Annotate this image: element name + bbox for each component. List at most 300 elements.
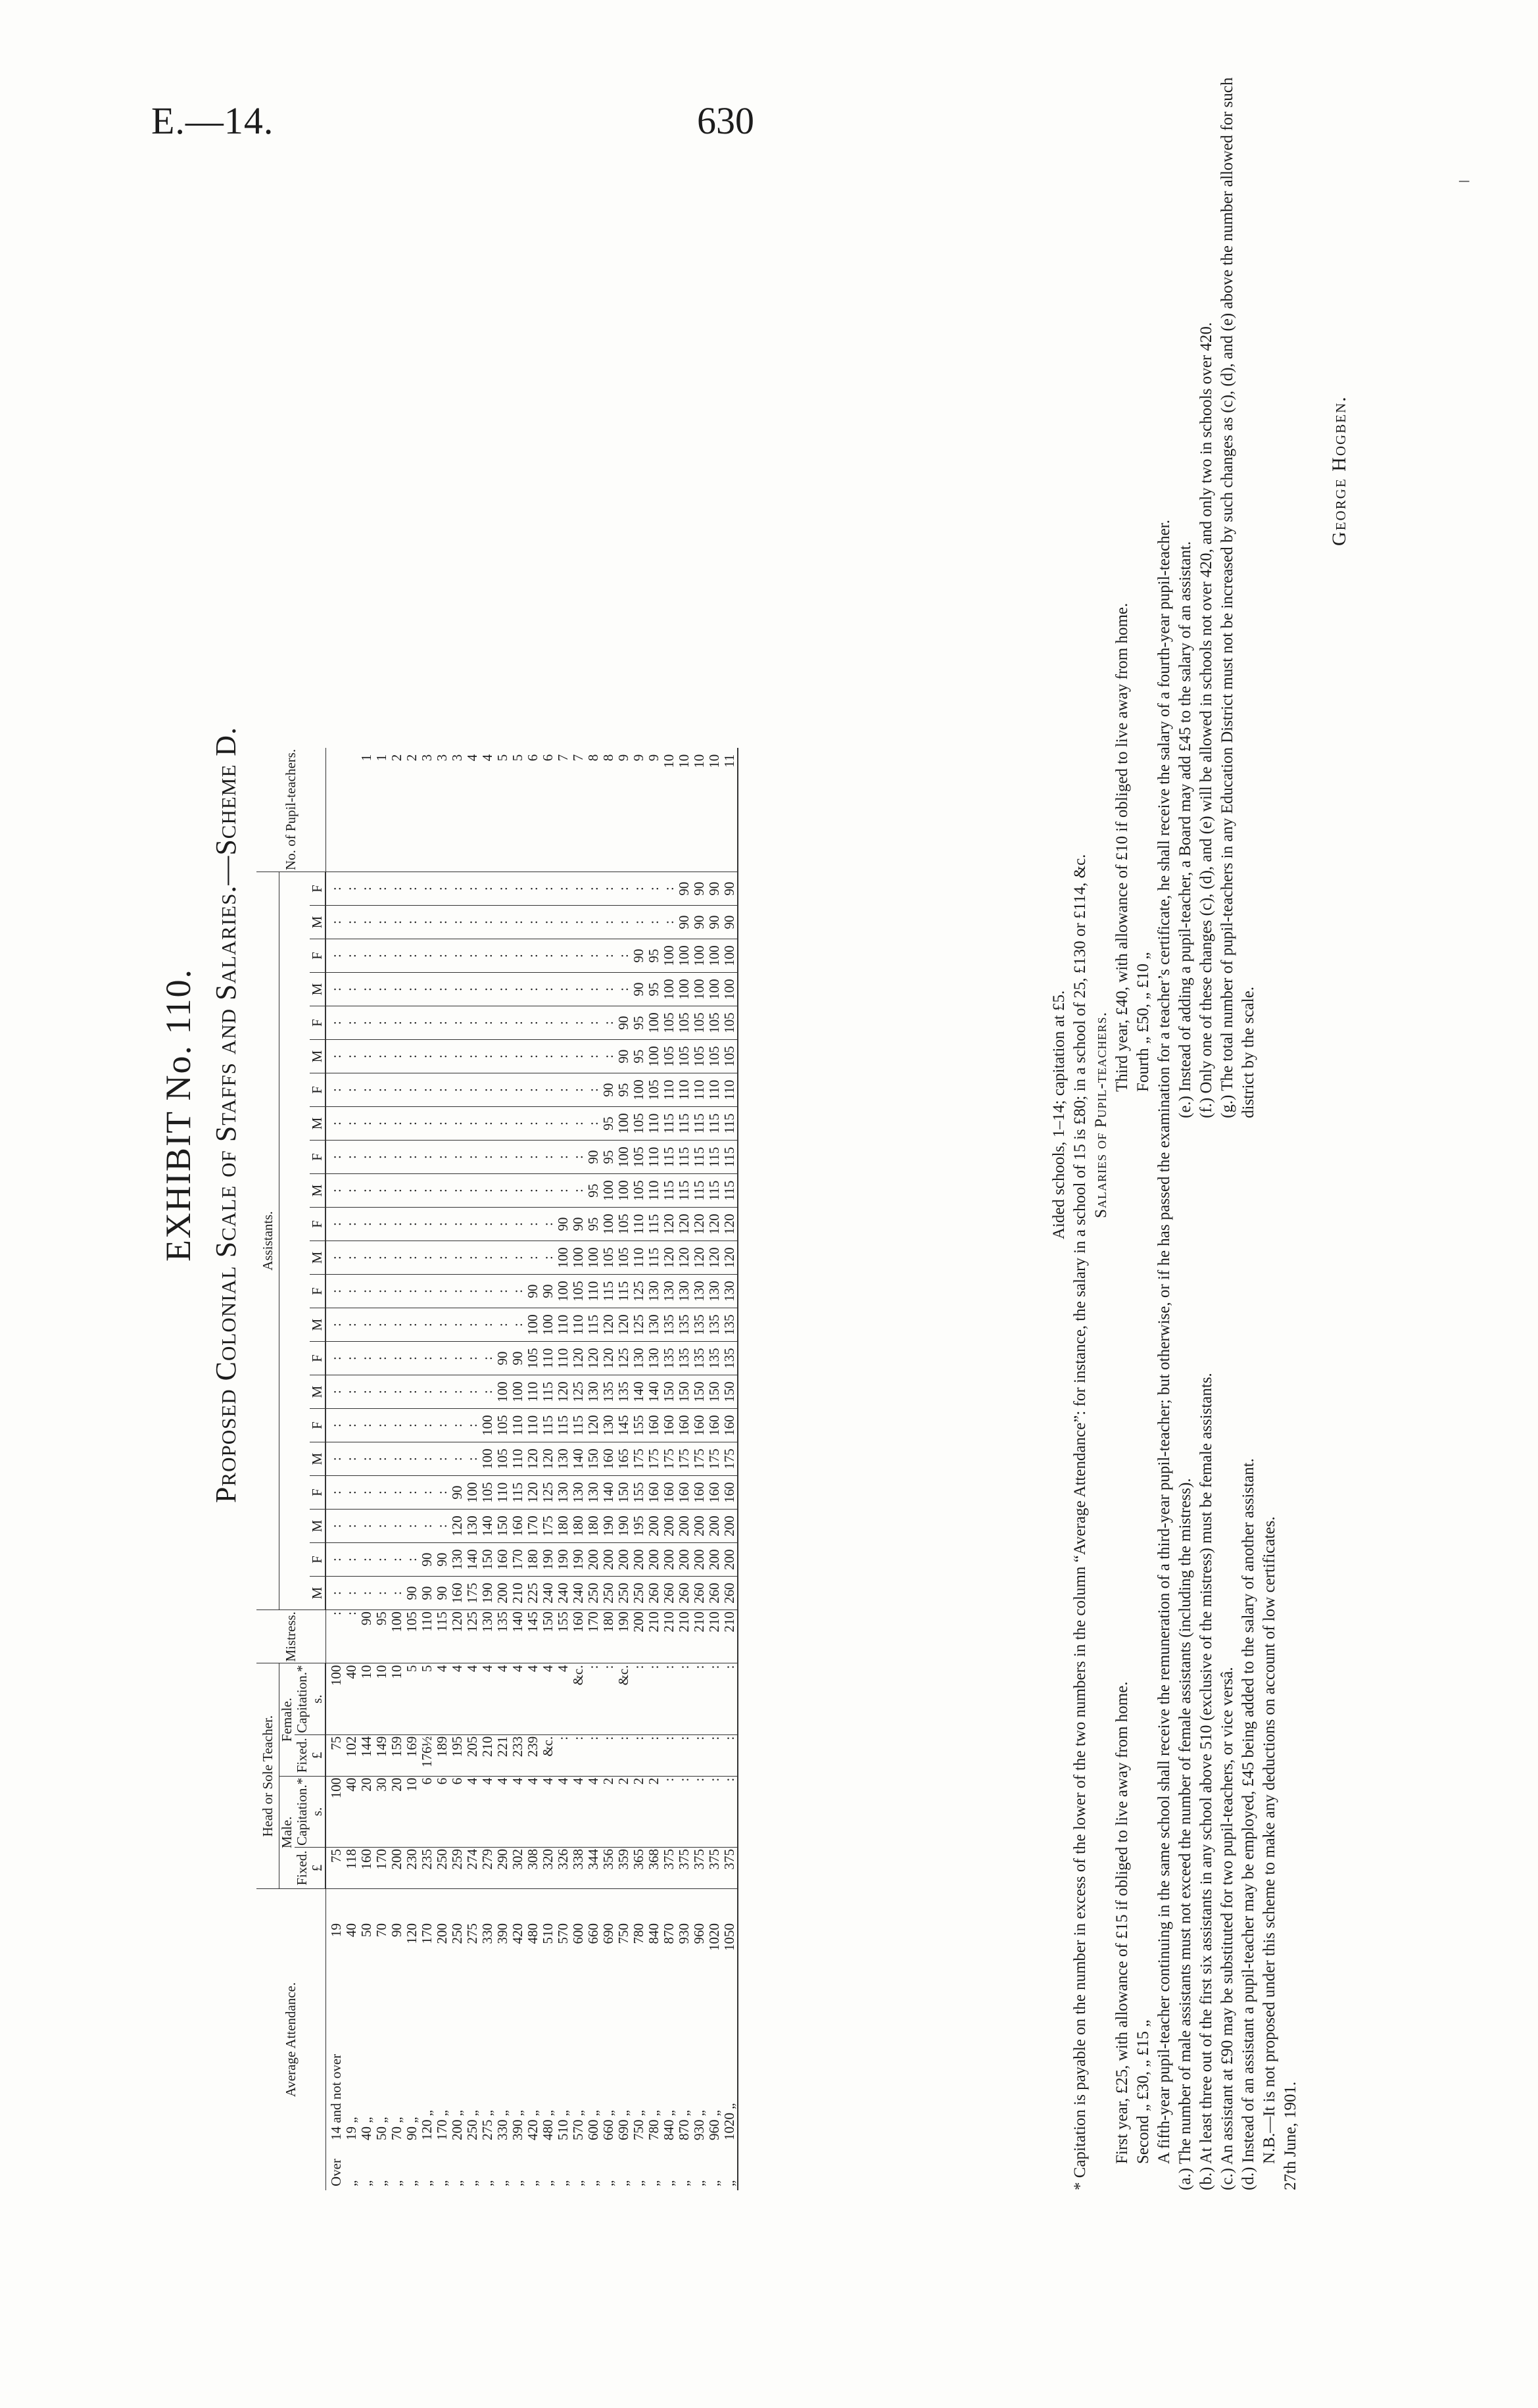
female-capitation: :: [707, 1663, 722, 1734]
mistress-salary: 180: [601, 1610, 616, 1663]
assistant-salary: :: [480, 1174, 495, 1208]
assistant-salary: :: [420, 1275, 435, 1308]
assistant-salary: 200: [722, 1510, 738, 1543]
assistant-salary: 135: [707, 1308, 722, 1342]
attendance-part: 390: [494, 1923, 510, 1944]
assistant-salary: 250: [631, 1577, 646, 1610]
assistant-salary: 110: [541, 1342, 556, 1375]
attendance-cell: [571, 1889, 586, 2191]
assistant-salary: :: [344, 1141, 359, 1174]
pupil-teacher-count: 3: [420, 748, 435, 872]
attendance-part: 840 „: [661, 2109, 677, 2140]
mistress-salary: 120: [450, 1610, 465, 1663]
header-assistant-female: F: [310, 1208, 325, 1241]
table-row: [677, 748, 692, 2190]
attendance-cell: [480, 1889, 495, 2191]
male-capitation: 2: [601, 1776, 616, 1847]
attendance-part: „: [600, 2180, 616, 2186]
assistant-salary: :: [571, 872, 586, 906]
assistant-salary: 115: [616, 1275, 631, 1308]
assistant-salary: :: [480, 872, 495, 906]
assistant-salary: :: [480, 1208, 495, 1241]
assistant-salary: 180: [525, 1543, 541, 1577]
assistant-salary: 90: [677, 906, 692, 939]
assistant-salary: :: [344, 1409, 359, 1442]
assistant-salary: 140: [480, 1510, 495, 1543]
assistant-salary: 100: [646, 1006, 661, 1040]
attendance-part: 200 „: [449, 2109, 465, 2140]
attendance-cell: [541, 1889, 556, 2191]
assistant-salary: 140: [646, 1375, 661, 1409]
assistant-salary: 260: [661, 1577, 677, 1610]
attendance-part: 600 „: [585, 2109, 601, 2140]
attendance-part: 120: [404, 1923, 420, 1944]
pupil-teacher-count: 2: [389, 748, 404, 872]
header-assistant-male: M: [310, 1308, 325, 1342]
assistant-salary: 200: [616, 1543, 631, 1577]
assistant-salary: :: [435, 1006, 450, 1040]
assistant-salary: :: [374, 872, 389, 906]
assistant-salary: :: [404, 1141, 420, 1174]
assistant-salary: :: [374, 1275, 389, 1308]
assistant-salary: 175: [646, 1442, 661, 1476]
assistant-salary: 200: [692, 1543, 707, 1577]
assistant-salary: 90: [450, 1476, 465, 1510]
assistant-salary: :: [510, 1275, 525, 1308]
assistant-salary: 100: [661, 973, 677, 1006]
rotated-exhibit: [158, 39, 1387, 2190]
assistant-salary: 175: [692, 1442, 707, 1476]
header-assistant-male: M: [310, 1375, 325, 1409]
assistant-salary: :: [325, 939, 344, 973]
assistant-salary: 160: [692, 1409, 707, 1442]
female-capitation: 4: [435, 1663, 450, 1734]
attendance-part: 330: [479, 1923, 495, 1944]
assistant-salary: 105: [722, 1006, 738, 1040]
assistant-salary: :: [435, 1409, 450, 1442]
assistant-salary: :: [435, 1275, 450, 1308]
assistant-salary: 190: [556, 1543, 571, 1577]
assistant-salary: 105: [661, 1006, 677, 1040]
female-capitation: 4: [480, 1663, 495, 1734]
note-b: (b.) At least three out of the first six assistants in any school above 510 (exclusive of the mistress) must be female assistants.: [1197, 1373, 1215, 2190]
male-fixed-salary: 75: [325, 1848, 344, 1889]
assistant-salary: 135: [677, 1342, 692, 1375]
margin-mark: ‾: [1460, 178, 1469, 208]
assistant-salary: 95: [586, 1208, 601, 1241]
attendance-part: 390 „: [510, 2109, 525, 2140]
assistant-salary: :: [359, 973, 374, 1006]
assistant-salary: 130: [661, 1275, 677, 1308]
header-assistant-female: F: [310, 1006, 325, 1040]
assistant-salary: 105: [601, 1241, 616, 1275]
assistant-salary: 90: [707, 906, 722, 939]
assistant-salary: :: [586, 939, 601, 973]
assistant-salary: 90: [420, 1577, 435, 1610]
assistant-salary: :: [420, 1342, 435, 1375]
assistant-salary: :: [359, 1442, 374, 1476]
assistant-salary: 115: [586, 1308, 601, 1342]
male-capitation: 4: [586, 1776, 601, 1847]
assistant-salary: :: [525, 872, 541, 906]
assistant-salary: :: [556, 872, 571, 906]
attendance-part: 275 „: [479, 2109, 495, 2140]
note-a: (a.) The number of male assistants must not exceed the number of female assistants (including the mistress).: [1176, 1478, 1194, 2190]
assistant-salary: :: [404, 1275, 420, 1308]
assistant-salary: 175: [541, 1510, 556, 1543]
assistant-salary: :: [404, 1073, 420, 1107]
assistant-salary: 105: [677, 1006, 692, 1040]
assistant-salary: :: [465, 939, 480, 973]
header-assistants: Assistants.: [256, 872, 279, 1610]
assistant-salary: 130: [646, 1275, 661, 1308]
attendance-cell: [646, 1889, 661, 2191]
male-capitation: 6: [450, 1776, 465, 1847]
assistant-salary: 105: [525, 1342, 541, 1375]
attendance-cell: [495, 1889, 510, 2191]
table-row: [692, 748, 707, 2190]
assistant-salary: 90: [692, 906, 707, 939]
assistant-salary: :: [510, 872, 525, 906]
assistant-salary: 100: [677, 939, 692, 973]
assistant-salary: :: [374, 1308, 389, 1342]
assistant-salary: 100: [722, 973, 738, 1006]
mistress-salary: 90: [359, 1610, 374, 1663]
table-row: [495, 748, 510, 2190]
assistant-salary: :: [374, 1577, 389, 1610]
header-assistant-female: F: [310, 1073, 325, 1107]
assistant-salary: 100: [692, 939, 707, 973]
female-fixed-salary: :: [586, 1734, 601, 1776]
assistant-salary: 100: [525, 1308, 541, 1342]
assistant-salary: 100: [480, 1442, 495, 1476]
assistant-salary: :: [344, 1476, 359, 1510]
assistant-salary: :: [325, 973, 344, 1006]
assistant-salary: :: [374, 1476, 389, 1510]
assistant-salary: :: [325, 1510, 344, 1543]
assistant-salary: 225: [525, 1577, 541, 1610]
assistant-salary: :: [325, 1375, 344, 1409]
assistant-salary: :: [556, 1107, 571, 1141]
assistant-salary: 105: [677, 1040, 692, 1073]
assistant-salary: 110: [510, 1442, 525, 1476]
attendance-part: „: [721, 2180, 737, 2186]
assistant-salary: 120: [692, 1208, 707, 1241]
assistant-salary: :: [404, 906, 420, 939]
female-capitation: 4: [465, 1663, 480, 1734]
assistant-salary: :: [420, 1308, 435, 1342]
assistant-salary: 130: [556, 1476, 571, 1510]
assistant-salary: :: [374, 1107, 389, 1141]
assistant-salary: :: [495, 1208, 510, 1241]
assistant-salary: 120: [692, 1241, 707, 1275]
header-male-fixed: Fixed.: [295, 1848, 310, 1889]
assistant-salary: 100: [556, 1275, 571, 1308]
pupil-teacher-count: 9: [631, 748, 646, 872]
attendance-part: 170 „: [434, 2109, 450, 2140]
attendance-part: 14 and not over: [327, 2053, 344, 2140]
assistant-salary: 110: [661, 1073, 677, 1107]
table-row: [420, 748, 435, 2190]
assistant-salary: :: [435, 1442, 450, 1476]
pupil-teacher-count: 2: [404, 748, 420, 872]
mistress-salary: 210: [692, 1610, 707, 1663]
assistant-salary: :: [374, 1174, 389, 1208]
assistant-salary: :: [359, 1476, 374, 1510]
assistant-salary: :: [359, 1375, 374, 1409]
assistant-salary: :: [586, 1073, 601, 1107]
assistant-salary: :: [325, 1040, 344, 1073]
male-capitation: 6: [435, 1776, 450, 1847]
attendance-cell: [359, 1889, 374, 2191]
assistant-salary: 110: [556, 1342, 571, 1375]
assistant-salary: 150: [692, 1375, 707, 1409]
assistant-salary: :: [344, 973, 359, 1006]
assistant-salary: :: [616, 906, 631, 939]
assistant-salary: 115: [510, 1476, 525, 1510]
assistant-salary: 115: [541, 1375, 556, 1409]
assistant-salary: :: [586, 973, 601, 1006]
assistant-salary: 105: [646, 1073, 661, 1107]
assistant-salary: :: [359, 939, 374, 973]
assistant-salary: :: [556, 973, 571, 1006]
assistant-salary: :: [374, 1510, 389, 1543]
header-assistant-male: M: [310, 1040, 325, 1073]
female-capitation: :: [677, 1663, 692, 1734]
assistant-salary: 120: [677, 1208, 692, 1241]
attendance-cell: [692, 1889, 707, 2191]
assistant-salary: 100: [510, 1375, 525, 1409]
assistant-salary: :: [359, 1241, 374, 1275]
assistant-salary: :: [404, 1107, 420, 1141]
assistant-salary: :: [450, 1073, 465, 1107]
attendance-cell: [325, 1889, 344, 2191]
assistant-salary: 110: [692, 1073, 707, 1107]
pupil-teacher-count: [325, 748, 344, 872]
table-row: [480, 748, 495, 2190]
assistant-salary: 95: [631, 1040, 646, 1073]
assistant-salary: :: [586, 1107, 601, 1141]
assistant-salary: 90: [420, 1543, 435, 1577]
female-fixed-salary: &c.: [541, 1734, 556, 1776]
assistant-salary: :: [571, 1141, 586, 1174]
attendance-part: 870: [661, 1923, 677, 1944]
assistant-salary: 175: [631, 1442, 646, 1476]
document-reference: E.—14.: [151, 99, 274, 142]
assistant-salary: :: [404, 1375, 420, 1409]
female-fixed-salary: :: [646, 1734, 661, 1776]
attendance-part: „: [661, 2180, 677, 2186]
assistant-salary: :: [495, 973, 510, 1006]
assistant-salary: 250: [616, 1577, 631, 1610]
assistant-salary: :: [420, 1241, 435, 1275]
attendance-cell: [525, 1889, 541, 2191]
assistant-salary: :: [344, 1040, 359, 1073]
assistant-salary: :: [404, 1409, 420, 1442]
male-fixed-salary: 375: [707, 1848, 722, 1889]
assistant-salary: :: [344, 1006, 359, 1040]
assistant-salary: 240: [571, 1577, 586, 1610]
note-e: (e.) Instead of adding a pupil-teacher, a Board may add £45 to the salary of an assistant.: [1176, 541, 1194, 1118]
attendance-part: „: [615, 2180, 631, 2186]
assistant-salary: :: [525, 939, 541, 973]
assistant-salary: 120: [586, 1409, 601, 1442]
attendance-part: 480: [525, 1923, 541, 1944]
attendance-part: 930 „: [691, 2109, 707, 2140]
header-female: Female.: [279, 1663, 295, 1776]
assistant-salary: :: [325, 1275, 344, 1308]
note-c: (c.) An assistant at £90 may be substituted for two pupil-teachers, or vice versâ.: [1218, 1667, 1236, 2190]
attendance-part: 690: [600, 1923, 616, 1944]
assistant-salary: 175: [707, 1442, 722, 1476]
assistant-salary: 200: [586, 1543, 601, 1577]
assistant-salary: :: [571, 939, 586, 973]
assistant-salary: :: [404, 1208, 420, 1241]
male-capitation: :: [661, 1776, 677, 1847]
assistant-salary: 90: [677, 872, 692, 906]
assistant-salary: 115: [692, 1174, 707, 1208]
attendance-part: 250: [449, 1923, 465, 1944]
assistant-salary: 210: [510, 1577, 525, 1610]
assistant-salary: :: [404, 1543, 420, 1577]
assistant-salary: 90: [525, 1275, 541, 1308]
attendance-cell: [404, 1889, 420, 2191]
assistant-salary: 115: [601, 1275, 616, 1308]
assistant-salary: :: [541, 1040, 556, 1073]
assistant-salary: 100: [541, 1308, 556, 1342]
assistant-salary: :: [450, 906, 465, 939]
female-fixed-salary: :: [631, 1734, 646, 1776]
assistant-salary: 150: [495, 1510, 510, 1543]
assistant-salary: 260: [692, 1577, 707, 1610]
assistant-salary: :: [525, 1073, 541, 1107]
female-capitation: 10: [359, 1663, 374, 1734]
male-fixed-salary: 250: [435, 1848, 450, 1889]
mistress-salary: 210: [677, 1610, 692, 1663]
assistant-salary: 130: [631, 1342, 646, 1375]
assistant-salary: :: [571, 906, 586, 939]
assistant-salary: 100: [692, 973, 707, 1006]
table-row: [450, 748, 465, 2190]
assistant-salary: :: [556, 1174, 571, 1208]
assistant-salary: 95: [616, 1073, 631, 1107]
assistant-salary: 135: [722, 1342, 738, 1375]
mistress-salary: 190: [616, 1610, 631, 1663]
assistant-salary: :: [359, 872, 374, 906]
female-fixed-salary: 102: [344, 1734, 359, 1776]
aided-schools-note: Aided schools, 1–14; capitation at £5.: [1050, 990, 1068, 1240]
assistant-salary: 135: [707, 1342, 722, 1375]
assistant-salary: 130: [465, 1510, 480, 1543]
assistant-salary: 130: [571, 1476, 586, 1510]
assistant-salary: :: [450, 1308, 465, 1342]
assistant-salary: 200: [707, 1510, 722, 1543]
assistant-salary: :: [541, 1073, 556, 1107]
attendance-part: 780: [631, 1923, 646, 1944]
assistant-salary: 115: [677, 1107, 692, 1141]
mistress-salary: 125: [465, 1610, 480, 1663]
assistant-salary: 90: [435, 1577, 450, 1610]
assistant-salary: 105: [722, 1040, 738, 1073]
table-row: [661, 748, 677, 2190]
pupil-teacher-count: 5: [510, 748, 525, 872]
assistant-salary: 150: [707, 1375, 722, 1409]
assistant-salary: 100: [571, 1241, 586, 1275]
assistant-salary: :: [541, 1006, 556, 1040]
assistant-salary: :: [495, 1040, 510, 1073]
male-capitation: 4: [541, 1776, 556, 1847]
assistant-salary: 90: [722, 906, 738, 939]
assistant-salary: 160: [510, 1510, 525, 1543]
assistant-salary: 100: [722, 939, 738, 973]
assistant-salary: :: [374, 1006, 389, 1040]
attendance-part: 170: [419, 1923, 435, 1944]
female-capitation: :: [646, 1663, 661, 1734]
header-assistant-female: F: [310, 1543, 325, 1577]
attendance-part: 840: [646, 1923, 661, 1944]
male-capitation: 4: [571, 1776, 586, 1847]
table-row: [344, 748, 359, 2190]
female-fixed-salary: 189: [435, 1734, 450, 1776]
female-fixed-salary: :: [571, 1734, 586, 1776]
mistress-salary: 155: [556, 1610, 571, 1663]
mistress-salary: 150: [541, 1610, 556, 1663]
attendance-cell: [374, 1889, 389, 2191]
assistant-salary: :: [616, 872, 631, 906]
female-capitation: 40: [344, 1663, 359, 1734]
assistant-salary: 100: [661, 939, 677, 973]
assistant-salary: 110: [586, 1275, 601, 1308]
assistant-salary: 160: [722, 1476, 738, 1510]
assistant-salary: :: [571, 1073, 586, 1107]
header-assistant-male: M: [310, 1510, 325, 1543]
mistress-salary: 160: [571, 1610, 586, 1663]
assistant-salary: :: [435, 906, 450, 939]
assistant-salary: 120: [722, 1241, 738, 1275]
assistant-salary: :: [465, 1073, 480, 1107]
assistant-salary: :: [344, 1241, 359, 1275]
assistant-salary: :: [525, 1040, 541, 1073]
attendance-part: 930: [676, 1923, 692, 1944]
assistant-salary: 90: [586, 1141, 601, 1174]
assistant-salary: :: [325, 1107, 344, 1141]
male-fixed-salary: 160: [359, 1848, 374, 1889]
assistant-salary: :: [435, 1141, 450, 1174]
assistant-salary: :: [525, 1208, 541, 1241]
assistant-salary: :: [525, 1174, 541, 1208]
male-fixed-salary: 359: [616, 1848, 631, 1889]
assistant-salary: 160: [661, 1409, 677, 1442]
attendance-part: 90: [389, 1923, 404, 1937]
attendance-part: „: [449, 2180, 465, 2186]
assistant-salary: :: [344, 1308, 359, 1342]
assistant-salary: :: [541, 1107, 556, 1141]
assistant-salary: :: [480, 1375, 495, 1409]
assistant-salary: 110: [631, 1241, 646, 1275]
assistant-salary: 120: [661, 1208, 677, 1241]
assistant-salary: 90: [510, 1342, 525, 1375]
assistant-salary: 200: [631, 1543, 646, 1577]
assistant-salary: :: [389, 1476, 404, 1510]
assistant-salary: 180: [571, 1510, 586, 1543]
assistant-salary: :: [344, 1208, 359, 1241]
female-fixed-salary: 75: [325, 1734, 344, 1776]
female-fixed-salary: 205: [465, 1734, 480, 1776]
header-assistant-female: F: [310, 1342, 325, 1375]
note-f: (f.) Only one of these changes (c), (d), and (e) will be allowed in schools not over 420, and only two in schools over 420.: [1197, 322, 1215, 1118]
mistress-salary: 100: [389, 1610, 404, 1663]
assistant-salary: :: [374, 1409, 389, 1442]
